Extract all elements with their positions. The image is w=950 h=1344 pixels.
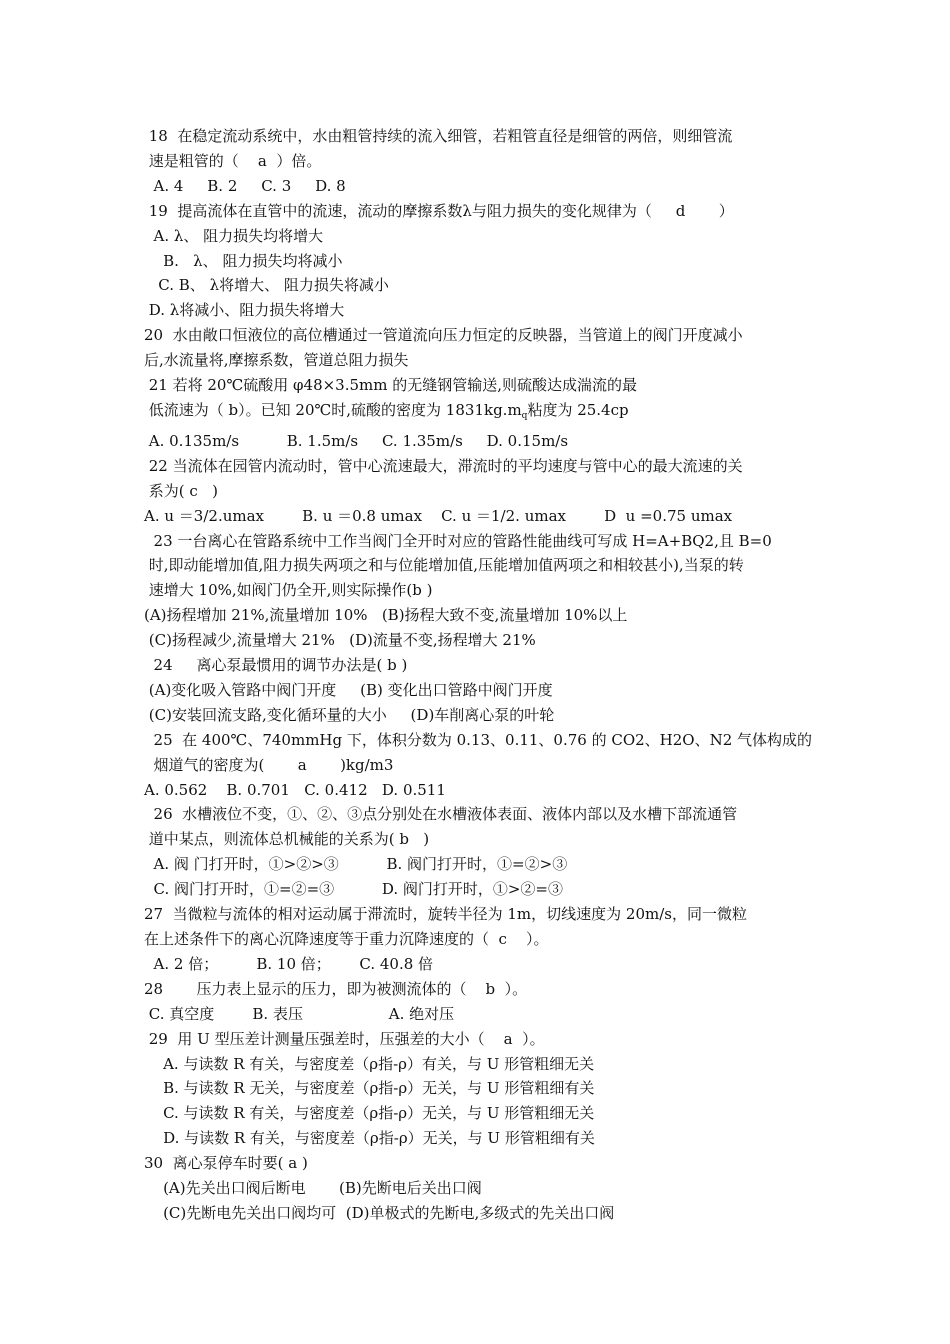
text-line: 21 若将 20℃硫酸用 φ48×3.5mm 的无缝钢管输送,则硫酸达成湍流的最 xyxy=(144,376,638,395)
text-line: C. 与读数 R 有关，与密度差（ρ指-ρ）无关，与 U 形管粗细无关 xyxy=(144,1104,595,1123)
text-line: 道中某点，则流体总机械能的关系为( b ) xyxy=(144,830,430,849)
text-line: A. 0.135m/s B. 1.5m/s C. 1.35m/s D. 0.15m/s xyxy=(144,431,569,450)
text-line: C. 真空度 B. 表压 A. 绝对压 xyxy=(144,1004,455,1023)
text-line: D. 与读数 R 有关，与密度差（ρ指-ρ）无关，与 U 形管粗细有关 xyxy=(144,1129,595,1148)
text-line: A. λ、 阻力损失均将增大 xyxy=(144,226,324,245)
text-line: 24 离心泵最惯用的调节办法是( b ) xyxy=(144,656,408,675)
text-line: (C)扬程减少,流量增大 21% (D)流量不变,扬程增大 21% xyxy=(144,631,536,650)
text-line: (A)先关出口阀后断电 (B)先断电后关出口阀 xyxy=(144,1179,482,1198)
text-line: 在上述条件下的离心沉降速度等于重力沉降速度的（ c ）。 xyxy=(144,930,549,948)
text-line: A. 2 倍； B. 10 倍； C. 40.8 倍 xyxy=(144,954,434,973)
text-line: (C)先断电先关出口阀均可 (D)单极式的先断电,多级式的先关出口阀 xyxy=(144,1203,615,1222)
text-line-with-subscript xyxy=(144,398,810,429)
text-line: B. λ、 阻力损失均将减小 xyxy=(144,251,343,270)
text-line: 26 水槽液位不变，①、②、③点分别处在水槽液体表面、液体内部以及水槽下部流通管 xyxy=(144,805,738,824)
question-text-block xyxy=(144,124,813,1226)
text-line: D. λ将减小、阻力损失将增大 xyxy=(144,301,345,320)
text-line: 27 当微粒与流体的相对运动属于滞流时，旋转半径为 1m，切线速度为 20m/s，同一微粒 xyxy=(144,905,747,924)
text-line: (A)变化吸入管路中阀门开度 (B) 变化出口管路中阀门开度 xyxy=(144,680,553,699)
text-line: A. 4 B. 2 C. 3 D. 8 xyxy=(144,176,346,195)
text-line: 22 当流体在园管内流动时，管中心流速最大，滞流时的平均速度与管中心的最大流速的关 xyxy=(144,456,743,475)
text-line: (C)安装回流支路,变化循环量的大小 (D)车削离心泵的叶轮 xyxy=(144,705,555,724)
text-line: 时,即动能增加值,阻力损失两项之和与位能增加值,压能增加值两项之和相较甚小),当泵的转 xyxy=(144,556,744,575)
text-line: A. 阀 门打开时，①>②>③ B. 阀门打开时，①=②>③ xyxy=(144,855,568,874)
text-line: 29 用 U 型压差计测量压强差时，压强差的大小（ a ）。 xyxy=(144,1029,545,1048)
text-line: 系为( c ) xyxy=(144,481,218,500)
text-line: 速增大 10%,如阀门仍全开,则实际操作(b ) xyxy=(144,581,433,600)
text-line: 速是粗管的（ a ）倍。 xyxy=(144,151,322,170)
text-segment: 粘度为 25.4cp xyxy=(527,400,629,419)
text-line: 20 水由敞口恒液位的高位槽通过一管道流向压力恒定的反映器，当管道上的阀门开度减小 xyxy=(144,326,743,345)
unit-subscript: q xyxy=(521,410,528,421)
text-line: 后,水流量将,摩擦系数，管道总阻力损失 xyxy=(144,351,409,370)
text-line: 烟道气的密度为( a )kg/m3 xyxy=(144,755,394,774)
text-line: 30 离心泵停车时要( a ) xyxy=(144,1154,308,1173)
text-segment: 低流速为（ b）。已知 20℃时,硫酸的密度为 1831kg.m xyxy=(144,400,522,419)
text-line: A. u ＝3/2.umax B. u ＝0.8 umax C. u ＝1/2. umax D u =0.75 umax xyxy=(144,506,733,525)
text-line: 23 一台离心在管路系统中工作当阀门全开时对应的管路性能曲线可写成 H=A+BQ2,且 B=0 xyxy=(144,531,772,550)
text-line: 18 在稳定流动系统中，水由粗管持续的流入细管，若粗管直径是细管的两倍，则细管流 xyxy=(144,127,733,145)
text-line: 28 压力表上显示的压力，即为被测流体的（ b ）。 xyxy=(144,979,528,998)
text-line: 25 在 400℃、740mmHg 下，体积分数为 0.13、0.11、0.76 的 CO2、H2O、N2 气体构成的 xyxy=(144,730,813,749)
text-line: 19 提高流体在直管中的流速，流动的摩擦系数λ与阻力损失的变化规律为（ d ） xyxy=(144,201,734,220)
text-line: C. B、 λ将增大、 阻力损失将减小 xyxy=(144,276,389,295)
text-line: A. 与读数 R 有关，与密度差（ρ指-ρ）有关，与 U 形管粗细无关 xyxy=(144,1054,595,1073)
text-line: C. 阀门打开时，①=②=③ D. 阀门打开时，①>②=③ xyxy=(144,880,563,899)
text-line: B. 与读数 R 无关，与密度差（ρ指-ρ）无关，与 U 形管粗细有关 xyxy=(144,1079,595,1098)
text-line: (A)扬程增加 21%,流量增加 10% (B)扬程大致不变,流量增加 10%以上 xyxy=(144,606,628,625)
text-line: A. 0.562 B. 0.701 C. 0.412 D. 0.511 xyxy=(144,780,446,799)
